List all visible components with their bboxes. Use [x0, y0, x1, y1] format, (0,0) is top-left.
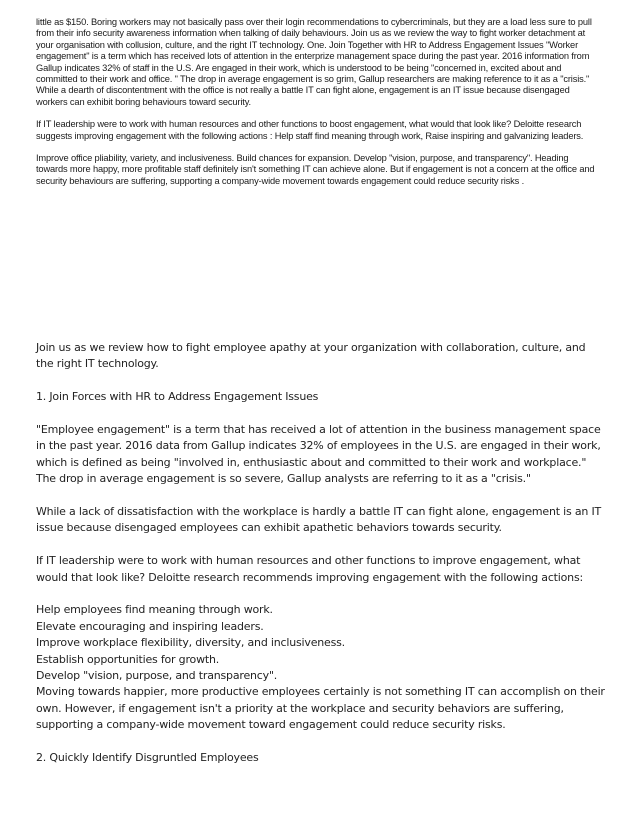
- list-item: Develop "vision, purpose, and transparency".: [36, 669, 278, 683]
- article-body: [36, 340, 606, 783]
- list-item: Help employees find meaning through work.: [36, 603, 273, 617]
- article-intro: Join us as we review how to fight employee apathy at your organization with collaboration, culture, and the right IT technology.: [36, 341, 586, 371]
- list-item: Elevate encouraging and inspiring leaders.: [36, 619, 264, 633]
- list-item: Establish opportunities for growth.: [36, 652, 220, 666]
- list-item: Improve workplace flexibility, diversity, and inclusiveness.: [36, 636, 345, 650]
- article-paragraph-2: While a lack of dissatisfaction with the workplace is hardly a battle IT can fight alone, engagement is an IT issue because disengaged employees can exhibit apathetic behaviors towards security.: [36, 505, 602, 535]
- article-paragraph-3: If IT leadership were to work with human resources and other functions to improve engagement, what would that look like? Deloitte research recommends improving engagement with the following actions:: [36, 554, 583, 584]
- summary-block: [36, 17, 602, 198]
- section-heading-2: 2. Quickly Identify Disgruntled Employees: [36, 751, 259, 765]
- section-heading-1: 1. Join Forces with HR to Address Engagement Issues: [36, 390, 319, 404]
- summary-paragraph-3: Improve office pliability, variety, and inclusiveness. Build chances for expansion. Develop "vision, purpose, and transparency". Heading towards more happy, more profitable staff definitely isn't something IT can achieve alone. But if engagement is not a concern at the office and security behaviours are suffering, supporting a company-wide movement towards engagement could reduce security risks .: [36, 153, 595, 186]
- list-followup-text: Moving towards happier, more productive employees certainly is not something IT can accomplish on their own. However, if engagement isn't a priority at the workplace and security behaviors are suffering, supporting a company-wide movement toward engagement could reduce security risks.: [36, 685, 605, 732]
- summary-paragraph-1: little as $150. Boring workers may not basically pass over their login recommendations to cybercriminals, but they are a load less sure to pull from their info security awareness information when talking of daily behaviours. Join us as we review the way to fight worker detachment at your organisation with collusion, culture, and the right IT technology. One. Join Together with HR to Address Engagement Issues "Worker engagement" is a term which has received lots of attention in the enterprize management space during the past year. 2016 information from Gallup indicates 32% of staff in the U.S. Are engaged in their work, which is understood to be being "concerned in, excited about and committed to their work and office. " The drop in average engagement is so grim, Gallup researchers are making reference to it as a "crisis." While a dearth of discontentment with the office is not really a battle IT can fight alone, engagement is an IT issue because disengaged workers can exhibit boring behaviours toward security.: [36, 17, 592, 107]
- article-paragraph-1: "Employee engagement" is a term that has received a lot of attention in the business management space in the past year. 2016 data from Gallup indicates 32% of employees in the U.S. are engaged in their work, which is defined as being "involved in, enthusiastic about and committed to their work and workplace." The drop in average engagement is so severe, Gallup analysts are referring to it as a "crisis.": [36, 423, 601, 486]
- summary-paragraph-2: If IT leadership were to work with human resources and other functions to boost engagement, what would that look like? Deloitte research suggests improving engagement with the following actions : Help staff find meaning through work, Raise inspiring and galvanizing leaders.: [36, 119, 584, 141]
- action-list: [36, 602, 606, 733]
